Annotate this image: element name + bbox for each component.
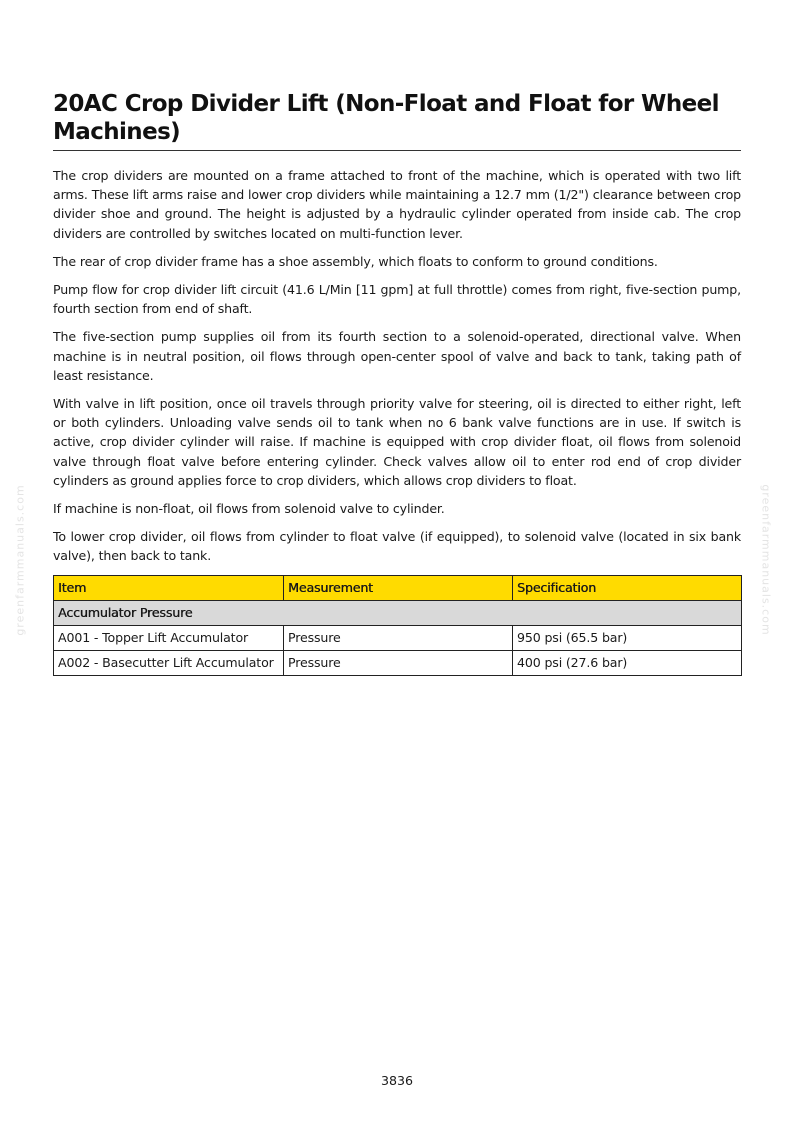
paragraph: The rear of crop divider frame has a shoe assembly, which floats to conform to ground conditions.	[53, 253, 658, 269]
watermark-left: greenfarmmanuals.com	[13, 484, 27, 636]
cell-specification: 950 psi (65.5 bar)	[513, 626, 742, 651]
table-header-row	[54, 576, 742, 601]
paragraph: The five-section pump supplies oil from its fourth section to a solenoid-operated, directional valve. When machine is in neutral position, oil flows through open-center spool of valve and back to tank, taking path of least resistance.	[53, 329, 741, 383]
paragraph: To lower crop divider, oil flows from cylinder to float valve (if equipped), to solenoid valve (located in six bank valve), then back to tank.	[53, 529, 741, 564]
table-row	[54, 651, 742, 676]
column-header-specification: Specification	[513, 576, 742, 601]
watermark-right: greenfarmmanuals.com	[759, 484, 773, 636]
cell-item: A001 - Topper Lift Accumulator	[54, 626, 284, 651]
specification-table	[53, 575, 742, 676]
cell-measurement: Pressure	[284, 626, 513, 651]
body-text	[53, 166, 741, 575]
column-header-item: Item	[54, 576, 284, 601]
paragraph: With valve in lift position, once oil travels through priority valve for steering, oil is directed to either right, left or both cylinders. Unloading valve sends oil to tank when no 6 bank valve functions are in use. If switch is active, crop divider cylinder will raise. If machine is equipped with crop divider float, oil flows from solenoid valve through float valve before entering cylinder. Check valves allow oil to enter rod end of crop divider cylinders as ground applies force to crop dividers, which allows crop dividers to float.	[53, 396, 741, 488]
column-header-measurement: Measurement	[284, 576, 513, 601]
table-row	[54, 626, 742, 651]
cell-specification: 400 psi (27.6 bar)	[513, 651, 742, 676]
cell-item: A002 - Basecutter Lift Accumulator	[54, 651, 284, 676]
group-label: Accumulator Pressure	[54, 601, 742, 626]
page-number: 3836	[380, 1073, 414, 1088]
paragraph: If machine is non-float, oil flows from solenoid valve to cylinder.	[53, 501, 445, 517]
title-divider	[53, 150, 741, 151]
table-group-row	[54, 601, 742, 626]
paragraph: Pump flow for crop divider lift circuit (41.6 L/Min [11 gpm] at full throttle) comes from right, five-section pump, fourth section from end of shaft.	[53, 282, 741, 317]
cell-measurement: Pressure	[284, 651, 513, 676]
page-title: 20AC Crop Divider Lift (Non-Float and Float for Wheel Machines)	[53, 91, 719, 145]
paragraph: The crop dividers are mounted on a frame attached to front of the machine, which is operated with two lift arms. These lift arms raise and lower crop dividers while maintaining a 12.7 mm (1/2") clearance between crop divider shoe and ground. The height is adjusted by a hydraulic cylinder operated from inside cab. The crop dividers are controlled by switches located on multi-function lever.	[53, 168, 741, 241]
